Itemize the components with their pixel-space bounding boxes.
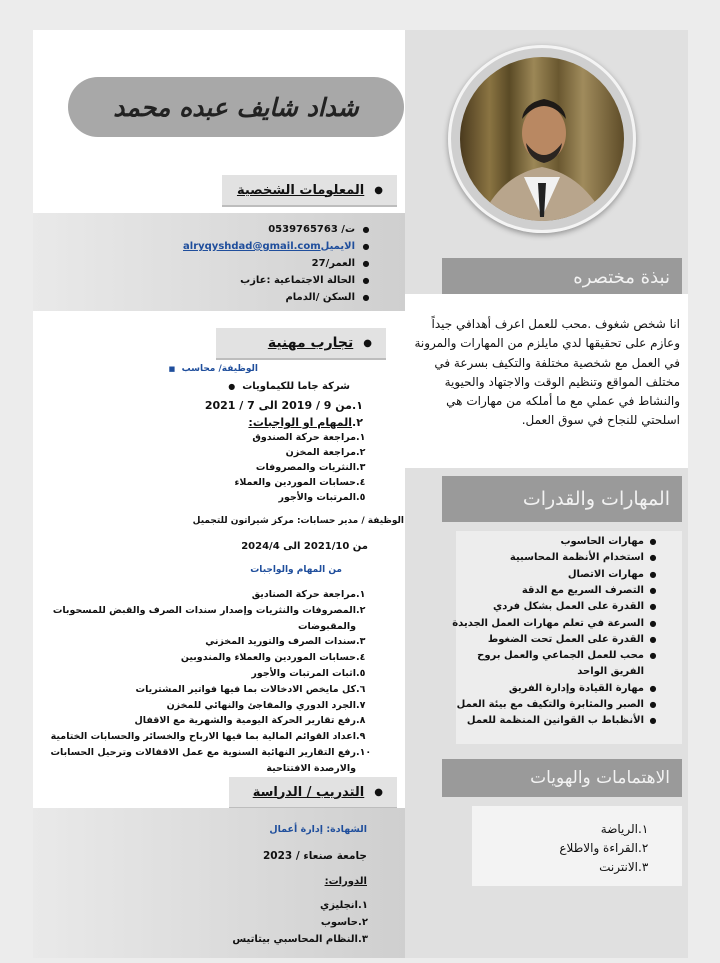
skill-item: ●القدرة على العمل تحت الضغوط — [487, 633, 657, 645]
university-line: جامعة صنعاء / 2023 — [262, 850, 367, 862]
job2-tasks-header: من المهام والواجبات — [250, 565, 342, 575]
bullet-icon: ● — [374, 184, 383, 196]
job1-task: ٤.حسابات الموردين والعملاء — [234, 477, 366, 488]
phone-value: 0539765763 — [268, 224, 338, 235]
phone-item: ● ت/ 0539765763 — [183, 221, 377, 238]
training-header — [229, 777, 397, 809]
skills-header: المهارات والقدرات — [442, 476, 682, 522]
job2-period: من 2021/10 الى 2024/4 — [241, 541, 368, 552]
skill-item: ●الصبر والمثابرة والتكيف مع بيئة العمل — [456, 699, 657, 710]
job1-task: ٣.النثريات والمصروفات — [255, 462, 366, 473]
skill-item: ●مهارات الاتصال — [567, 568, 657, 580]
skill-item: ●السرعة في تعلم مهارات العمل الجديدة — [452, 617, 657, 629]
bullet-icon: ● — [363, 337, 372, 349]
skill-item: ●مهارة القيادة وإدارة الفريق — [508, 682, 657, 694]
summary-header: نبذة مختصره — [442, 258, 682, 296]
job2-task: ٣.سندات الصرف والتوريد المخزني — [205, 636, 366, 648]
skill-item: الفريق الواحد — [577, 666, 644, 678]
job2-task: ٢.المصروفات والنثريات وإصدار سندات الصرف والقبض للمسحوبات — [52, 604, 366, 616]
interests-header: الاهتمامات والهويات — [442, 759, 682, 797]
personal-info-header — [222, 175, 397, 207]
job1-tasks-header: ٢.المهام او الواجبات: — [248, 416, 363, 429]
bullet-icon: ● — [374, 786, 383, 798]
job2-task: ٥.اثبات المرتبات والأجور — [251, 668, 366, 679]
skill-item: ●التصرف السريع مع الدقة — [521, 584, 657, 596]
job1-company: شركة جاما للكيماويات ● — [228, 381, 350, 392]
experience-title: تجارب مهنية — [267, 335, 354, 351]
interest-item: ٣.الانترنت — [599, 860, 649, 874]
job2-task: والمقبوضات — [297, 620, 356, 632]
skill-item: ●محب للعمل الجماعي والعمل بروح — [477, 650, 657, 662]
skill-item: ●القدرة على العمل بشكل فردي — [493, 601, 657, 613]
skill-item: ●الأنظباط ب القوانين المنظمة للعمل — [466, 715, 657, 727]
job2-task: ٤.حسابات الموردين والعملاء والمندوبين — [180, 652, 366, 664]
residence-value: الدمام — [285, 292, 316, 303]
personal-info-panel — [33, 213, 405, 311]
name-banner — [68, 77, 404, 137]
skill-item: ●مهارات الحاسوب — [560, 536, 657, 547]
course-item: ١.انجليزي — [320, 900, 368, 911]
job2-task: ١٠.رفع التقارير النهائية السنوية مع عمل الاقفالات وترحيل الحسابات — [50, 747, 372, 758]
job2-task: ٨.رفع تقارير الحركة اليومية والشهرية مع الاقفال — [134, 715, 366, 727]
job1-title: الوظيفة/ محاسب ■ — [168, 364, 258, 374]
email-link[interactable]: alryqyshdad@gmail.com — [183, 241, 321, 252]
email-item: ● الايميل alryqyshdad@gmail.com — [183, 238, 377, 255]
profile-photo — [460, 57, 624, 221]
job1-task: ١.مراجعة حركة الصندوق — [252, 432, 366, 443]
personal-info-title: المعلومات الشخصية — [236, 182, 365, 198]
job2-task: ٧.الجرد الدوري والمفاجئ والنهائي للمخزن — [166, 699, 366, 711]
personal-info-list — [183, 221, 377, 306]
experience-header — [216, 328, 386, 360]
degree-line: الشهادة: إدارة أعمال — [269, 824, 367, 835]
marital-value: عازب — [240, 275, 267, 286]
training-title: التدريب / الدراسة — [252, 784, 365, 800]
courses-header: الدورات: — [324, 876, 367, 887]
interest-item: ١.الرياضة — [600, 822, 649, 836]
job2-task: ٦.كل مايخص الادخالات بما فيها فواتير المشتريات — [135, 683, 366, 695]
job2-task: ٩.اعداد القوائم المالية بما فيها الارباح والخسائر والحسابات الختامية — [50, 731, 366, 743]
age-item: ● العمر/ 27 — [183, 255, 377, 272]
job1-task: ٢.مراجعة المخزن — [285, 447, 366, 458]
summary-text: انا شخص شغوف .محب للعمل اعرف أهدافي جيداً وعازم على تحقيقها لدي مايلزم من المهارات والمرونة في العمل مع شخصية مختلفة والتكيف بسرعة في مختلف المواقع وتنظيم الوقت والاجتهاد والحيوية والنشاط في عملي مع ما أملكه من مهارات هي اسلحتي للنجاح في سوق العمل. — [414, 317, 680, 428]
skill-item: ●استخدام الأنظمة المحاسبية — [509, 552, 657, 564]
job1-task: ٥.المرتبات والأجور — [278, 492, 366, 503]
job2-task: ١.مراجعة حركة الصناديق — [251, 589, 366, 600]
course-item: ٣.النظام المحاسبي بيتاتيس — [232, 934, 368, 945]
job2-task: والارصدة الافتتاحية — [266, 762, 356, 774]
age-value: 27 — [311, 258, 326, 269]
course-item: ٢.حاسوب — [320, 917, 368, 928]
interest-item: ٢.القراءة والاطلاع — [559, 841, 649, 855]
residence-item: ● السكن / الدمام — [183, 289, 377, 306]
marital-item: ● الحالة الاجتماعية : عازب — [183, 272, 377, 289]
full-name: شداد شايف عبده محمد — [113, 92, 359, 122]
job1-period: ١.من 9 / 2019 الى 7 / 2021 — [204, 399, 363, 412]
job2-title: الوظيفة / مدير حسابات: مركز شيراتون للتجميل — [192, 516, 404, 526]
